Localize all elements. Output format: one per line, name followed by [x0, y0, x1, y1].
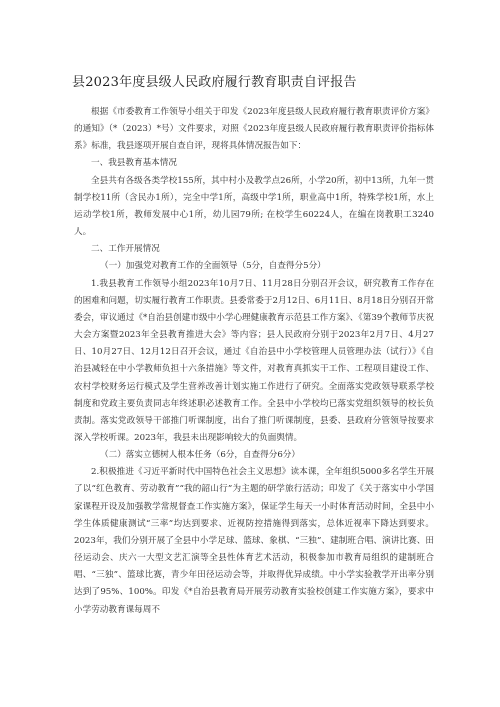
- subsection-heading-moral-education: （二）落实立德树人根本任务（6分，自查得分6分）: [100, 450, 300, 461]
- subsection-heading-party-leadership: （一）加强党对教育工作的全面领导（5分，自查得分5分）: [100, 261, 326, 272]
- section-heading-basic-situation: 一、我县教育基本情况: [91, 158, 177, 169]
- basic-situation-paragraph: 全县共有各级各类学校155所，其中村小及教学点26所，小学20所，初中13所，九年一贯制学校11所（含民办1所），完全中学1所，高级中学1所，职业高中1所，特殊学校1所，水上运动学校1所，教师发展中心1所，幼儿园79所; 在校学生60224人，在编在岗教职工3240人。: [74, 175, 434, 238]
- document-body: [74, 104, 434, 619]
- moral-education-paragraph: 2.积极推进《习近平新时代中国特色社会主义思想》读本课，全年组织5000多名学生开展了以“红色教育、劳动教育”“我的韶山行”为主题的研学旅行活动；印发了《关于落实中小学国家课程开设及加强教学常规督查工作实施方案》，保证学生每天一小时体育活动时间，全县中小学生体质健康测试“三率”均达到要求、近视防控措施得到落实，总体近视率下降达到要求。2023年，我们分别开展了全县中小学足球、篮球、象棋、“三独”、建制班合唱、演讲比赛、田径运动会、庆六一大型文艺汇演等全县性体育艺术活动，积极参加市教育局组织的建制班合唱、“三独”、篮球比赛，青少年田径运动会等，并取得优异成绩。中小学实验教学开出率分别达到了95%、100%。印发《*自治县教育局开展劳动教育实验校创建工作实施方案》，要求中小学劳动教育课每周不: [74, 467, 434, 615]
- intro-paragraph: 根据《市委教育工作领导小组关于印发《2023年度县级人民政府履行教育职责评价方案》的通知》（*（2023）*号）文件要求，对照《2023年度县级人民政府履行教育职责评价指标体系》标准，我县逐项开展自查自评，现将具体情况报告如下：: [74, 107, 434, 152]
- party-leadership-paragraph: 1.我县教育工作领导小组2023年10月7日、11月28日分别召开会议，研究教育工作存在的困难和问题，切实履行教育工作职责。县委常委于2月12日、6月11日、8月18日分别召开常委会，审议通过《*自治县创建市级中小学心理健康教育示范县工作方案》、《第39个教师节庆祝大会方案暨2023年全县教育推进大会》等内容；县人民政府分别于2023年2月7日、4月27日、10月27日、12月12日召开会议，通过《自治县中小学校管理人员管理办法（试行）》《自治县减轻在中小学教师负担十六条措施》等文件，对教育真抓实干工作、工程项目建设工作、农村学校财务运行模式及学生营养改善计划实施工作进行了研究。全面落实党政领导联系学校制度和党政主要负责同志年终述职必述教育工作。全县中小学校均已落实党组织领导的校长负责制。落实党政领导干部推门听课制度，出台了推门听课制度，县委、县政府分管领导按要求深入学校听课。2023年，我县未出现影响较大的负面舆情。: [74, 278, 434, 443]
- document-title: 县2023年度县级人民政府履行教育职责自评报告: [72, 75, 357, 90]
- section-heading-work-progress: 二、工作开展情况: [91, 244, 160, 255]
